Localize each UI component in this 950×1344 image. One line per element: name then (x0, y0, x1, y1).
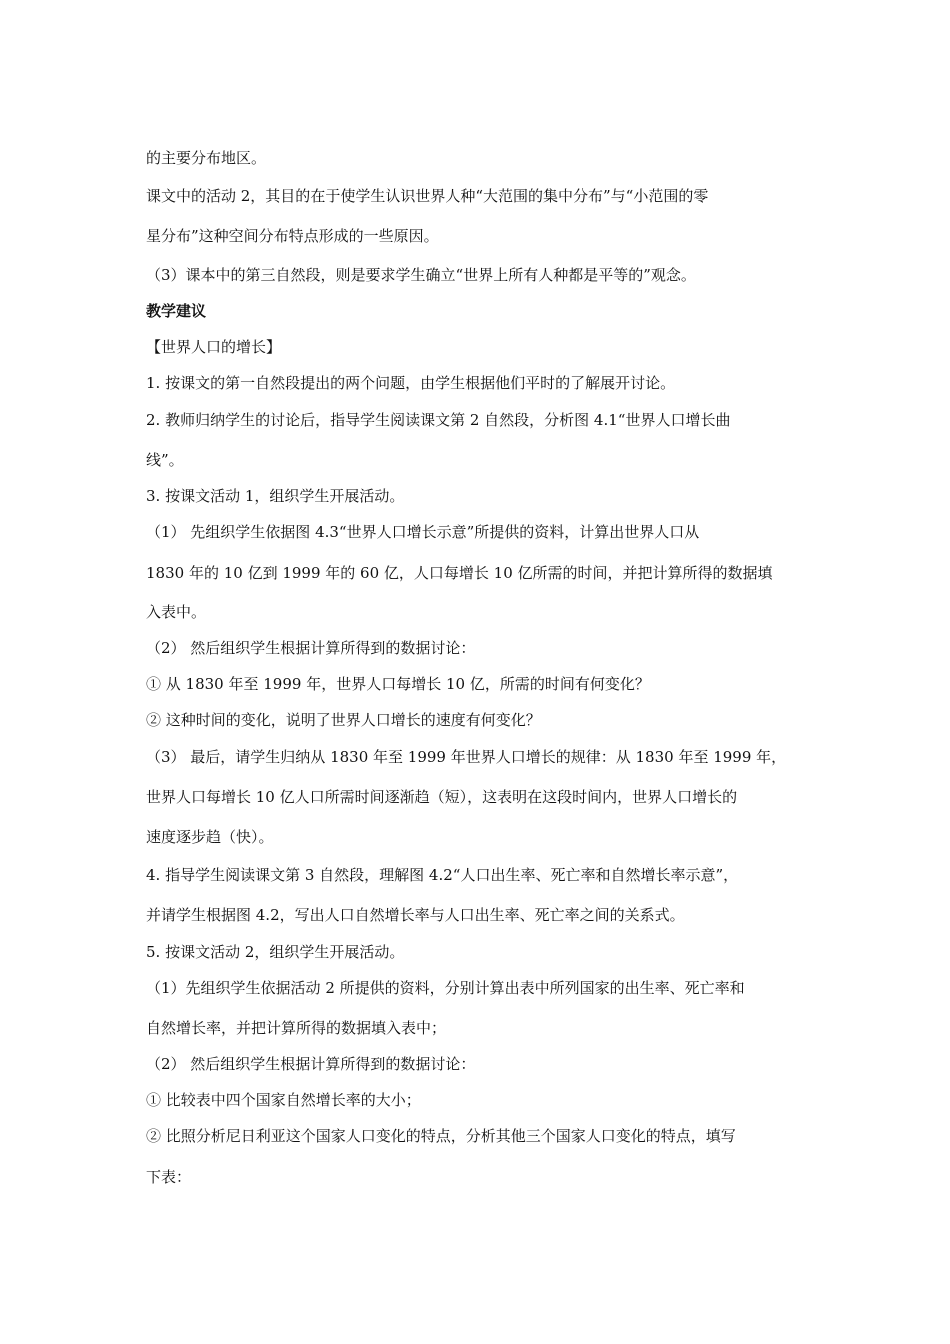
text-line: 1. 按课文的第一自然段提出的两个问题，由学生根据他们平时的了解展开讨论。 (146, 374, 676, 392)
text-line: ① 从 1830 年至 1999 年，世界人口每增长 10 亿，所需的时间有何变化？ (146, 675, 650, 693)
text-line: 课文中的活动 2，其目的在于使学生认识世界人种“大范围的集中分布”与“小范围的零 (146, 187, 709, 205)
text-line: 世界人口每增长 10 亿人口所需时间逐渐趋（短），这表明在这段时间内，世界人口增长的 (146, 788, 738, 806)
text-line: 线”。 (146, 451, 184, 469)
text-line: 的主要分布地区。 (146, 149, 267, 167)
text-line: 下表： (146, 1168, 192, 1186)
text-line: （2） 然后组织学生根据计算所得到的数据讨论： (146, 1055, 476, 1073)
text-line: 3. 按课文活动 1，组织学生开展活动。 (146, 487, 405, 505)
section-heading: 教学建议 (146, 302, 207, 320)
text-line: （2） 然后组织学生根据计算所得到的数据讨论： (146, 639, 476, 657)
text-line: 1830 年的 10 亿到 1999 年的 60 亿，人口每增长 10 亿所需的时间，并把计算所得的数据填 (146, 564, 773, 582)
text-line: 并请学生根据图 4.2，写出人口自然增长率与人口出生率、死亡率之间的关系式。 (146, 906, 685, 924)
text-line: ① 比较表中四个国家自然增长率的大小； (146, 1091, 421, 1109)
text-line: 星分布”这种空间分布特点形成的一些原因。 (146, 227, 439, 245)
text-line: （1） 先组织学生依据图 4.3“世界人口增长示意”所提供的资料，计算出世界人口从 (146, 523, 700, 541)
text-line: 自然增长率，并把计算所得的数据填入表中； (146, 1019, 447, 1037)
subsection-heading: 【世界人口的增长】 (146, 338, 282, 356)
text-line: （1）先组织学生依据活动 2 所提供的资料，分别计算出表中所列国家的出生率、死亡率和 (146, 979, 745, 997)
text-line: 速度逐步趋（快）。 (146, 828, 274, 846)
text-line: （3）课本中的第三自然段，则是要求学生确立“世界上所有人种都是平等的”观念。 (146, 266, 696, 284)
text-line: （3） 最后，请学生归纳从 1830 年至 1999 年世界人口增长的规律：从 1830 年至 1999 年， (146, 748, 787, 766)
text-line: 5. 按课文活动 2，组织学生开展活动。 (146, 943, 405, 961)
text-line: 入表中。 (146, 603, 207, 621)
text-line: 2. 教师归纳学生的讨论后，指导学生阅读课文第 2 自然段，分析图 4.1“世界人口增长曲 (146, 411, 731, 429)
text-line: ② 比照分析尼日利亚这个国家人口变化的特点，分析其他三个国家人口变化的特点，填写 (146, 1127, 736, 1145)
text-line: ② 这种时间的变化，说明了世界人口增长的速度有何变化？ (146, 711, 541, 729)
text-line: 4. 指导学生阅读课文第 3 自然段，理解图 4.2“人口出生率、死亡率和自然增长率示意”， (146, 866, 739, 884)
